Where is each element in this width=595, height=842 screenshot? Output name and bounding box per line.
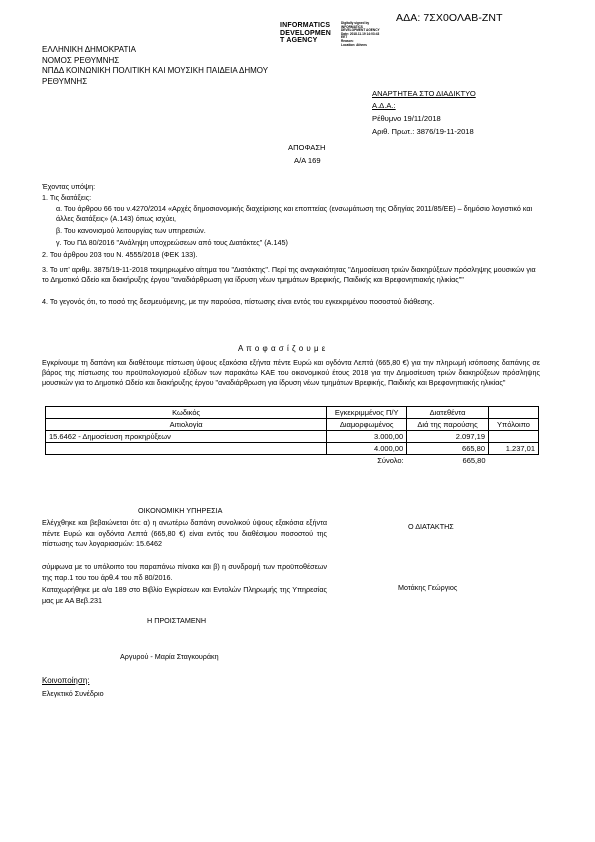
considering-item-1b: β. Του κανονισμού λειτουργίας των υπηρεσιών.	[56, 226, 206, 235]
table-header-row	[46, 407, 539, 419]
economic-service-title: ΟΙΚΟΝΟΜΙΚΗ ΥΠΗΡΕΣΙΑ	[138, 506, 223, 515]
considering-item-1: 1. Τις διατάξεις:	[42, 193, 92, 202]
sum-label: Σύνολο:	[377, 456, 404, 465]
issuer-title: Ο ΔΙΑΤΑΚΤΗΣ	[408, 522, 454, 531]
ada-code: ΑΔΑ: 7ΣΧ0ΟΛΑΒ-ΖΝΤ	[396, 12, 503, 24]
protocol-number: Αριθ. Πρωτ.: 3876/19-11-2018	[372, 127, 474, 136]
economic-service-text-3: Καταχωρήθηκε με α/α 189 στο Βιβλίο Εγκρίσεων και Εντολών Πληρωμής της Υπηρεσίας μας με ΑΑ Βεβ.231	[42, 585, 327, 605]
table-sum-row	[46, 455, 539, 467]
decision-number: Α/Α 169	[294, 156, 321, 165]
post-notice: ΑΝΑΡΤΗΤΕΑ ΣΤΟ ΔΙΑΔΙΚΤΥΟ	[372, 89, 476, 98]
signature-details: Digitally signed by INFORMATICS DEVELOPMENT AGENCY Date: 2018.11.19 14:03:43 EET Reason: Location: Athens	[341, 21, 380, 47]
header-code: Κωδικός	[46, 407, 327, 419]
decision-title: ΑΠΟΦΑΣΗ	[288, 143, 326, 152]
decide-title: Α π ο φ α σ ί ζ ο υ μ ε	[238, 344, 326, 353]
header-formed: Διαμορφωμένος	[327, 419, 407, 431]
head-name: Αργυρού - Μαρία Σταγκουράκη	[120, 652, 219, 661]
considering-item-3: 3. Το υπ' αριθμ. 3875/19-11-2018 τεκμηριωμένο αίτημα του "Διατάκτης". Περί της αναγκαιότητας "Δημοσίευση τριών διακηρύξεων πρόσληψης μουσικών για το Δημοτικό Ωδείο και διακήρυξης έργου "αναδιάρθρωση για ίδρυση νέων τμημάτων Βρεφικής, Παιδικής και Βρεφονηπιακής ηλικίας""	[42, 265, 536, 284]
header-remaining: Υπόλοιπο	[489, 419, 539, 431]
logo-line-1: INFORMATICS	[280, 22, 331, 29]
header-this-decision: Διά της παρούσης	[407, 419, 489, 431]
cc-title: Κοινοποίηση:	[42, 676, 90, 685]
head-title: Η ΠΡΟΙΣΤΑΜΕΝΗ	[147, 616, 207, 625]
header-approved-budget: Εγκεκριμμένος Π/Υ	[327, 407, 407, 419]
table-row: 4.000,00 665,80 1.237,01	[46, 443, 539, 455]
header-allocated: Διατεθέντα	[407, 407, 489, 419]
economic-service-text-2: σύμφωνα με το υπόλοιπο του παραπάνω πίνακα και β) η συνδρομή των προϋποθέσεων της παρ.1 του του άρθ.4 του πδ 80/2016.	[42, 562, 327, 582]
logo-line-2: DEVELOPMEN	[280, 29, 332, 37]
considering-item-1a: α. Του άρθρου 66 του ν.4270/2014 «Αρχές δημοσιονομικής διαχείρισης και εποπτείας (ενσωμάτωση της Οδηγίας 2011/85/ΕΕ) – δημόσιο λογιστικό και άλλες διατάξεις» (Α.143) όπως ισχύει,	[56, 204, 533, 223]
considering-intro: Έχοντας υπόψη:	[42, 182, 96, 191]
budget-table	[45, 406, 539, 466]
economic-service-text-1: Ελέγχθηκε και βεβαιώνεται ότι: α) η ανωτέρω δαπάνη συνολικού ύψους εξακόσια εξήντα πέντε Ευρώ και ογδόντα Λεπτά (665,80 €) είναι εντός του διαθέσιμου ποσοστού της πίστωσης των λογαριασμών: 15.6462	[42, 518, 327, 548]
header-reason: Αιτιολογία	[46, 419, 327, 431]
logo-line-3: T AGENCY	[280, 37, 318, 45]
cc-recipient: Ελεγκτικό Συνέδριο	[42, 689, 104, 698]
considering-item-4: 4. Το γεγονός ότι, το ποσό της δεσμευόμενης, με την παρούσα, πίστωσης είναι εντός του εγκεκριμένου ποσοστού διάθεσης.	[42, 297, 435, 306]
ada-label: Α.Δ.Α.:	[372, 101, 396, 110]
table-header-row	[46, 419, 539, 431]
organisation-header: ΕΛΛΗΝΙΚΗ ΔΗΜΟΚΡΑΤΙΑ ΝΟΜΟΣ ΡΕΘΥΜΝΗΣ ΝΠΔΔ ΚΟΙΝΩΝΙΚΗ ΠΟΛΙΤΙΚΗ ΚΑΙ ΜΟΥΣΙΚΗ ΠΑΙΔΕΙΑ ΔΗΜΟΥ ΡΕΘΥΜΝΗΣ	[42, 45, 269, 86]
table-row: 15.6462 - Δημοσίευση προκηρύξεων 3.000,00 2.097,19	[46, 431, 539, 443]
considering-item-1c: γ. Του ΠΔ 80/2016 "Ανάληψη υποχρεώσεων από τους Διατάκτες" (Α.145)	[56, 238, 288, 247]
sum-value: 665,80	[462, 456, 486, 465]
signature-logo	[280, 22, 331, 45]
considering-item-2: 2. Του άρθρου 203 του Ν. 4555/2018 (ΦΕΚ 133).	[42, 250, 198, 259]
place-date: Ρέθυμνο 19/11/2018	[372, 114, 441, 123]
issuer-name: Μοτάκης Γεώργιος	[398, 583, 458, 592]
decide-text: Εγκρίνουμε τη δαπάνη και διαθέτουμε πίστωση ύψους εξακόσια εξήντα πέντε Ευρώ και ογδόντα Λεπτά (665,80 €) για την πληρωμή ισόποσης δαπάνης σε βάρος της πίστωσης του προϋπολογισμού εξόδων των παρακάτω ΚΑΕ του οικονομικού έτους 2018 για την Δημοσίευση τριών διακηρύξεων πρόσληψης μουσικών για το Δημοτικό Ωδείο και διακήρυξης έργου "αναδιάρθρωση για ίδρυση νέων τμημάτων Βρεφικής, Παιδικής και Βρεφονηπιακής ηλικίας"	[42, 358, 540, 387]
